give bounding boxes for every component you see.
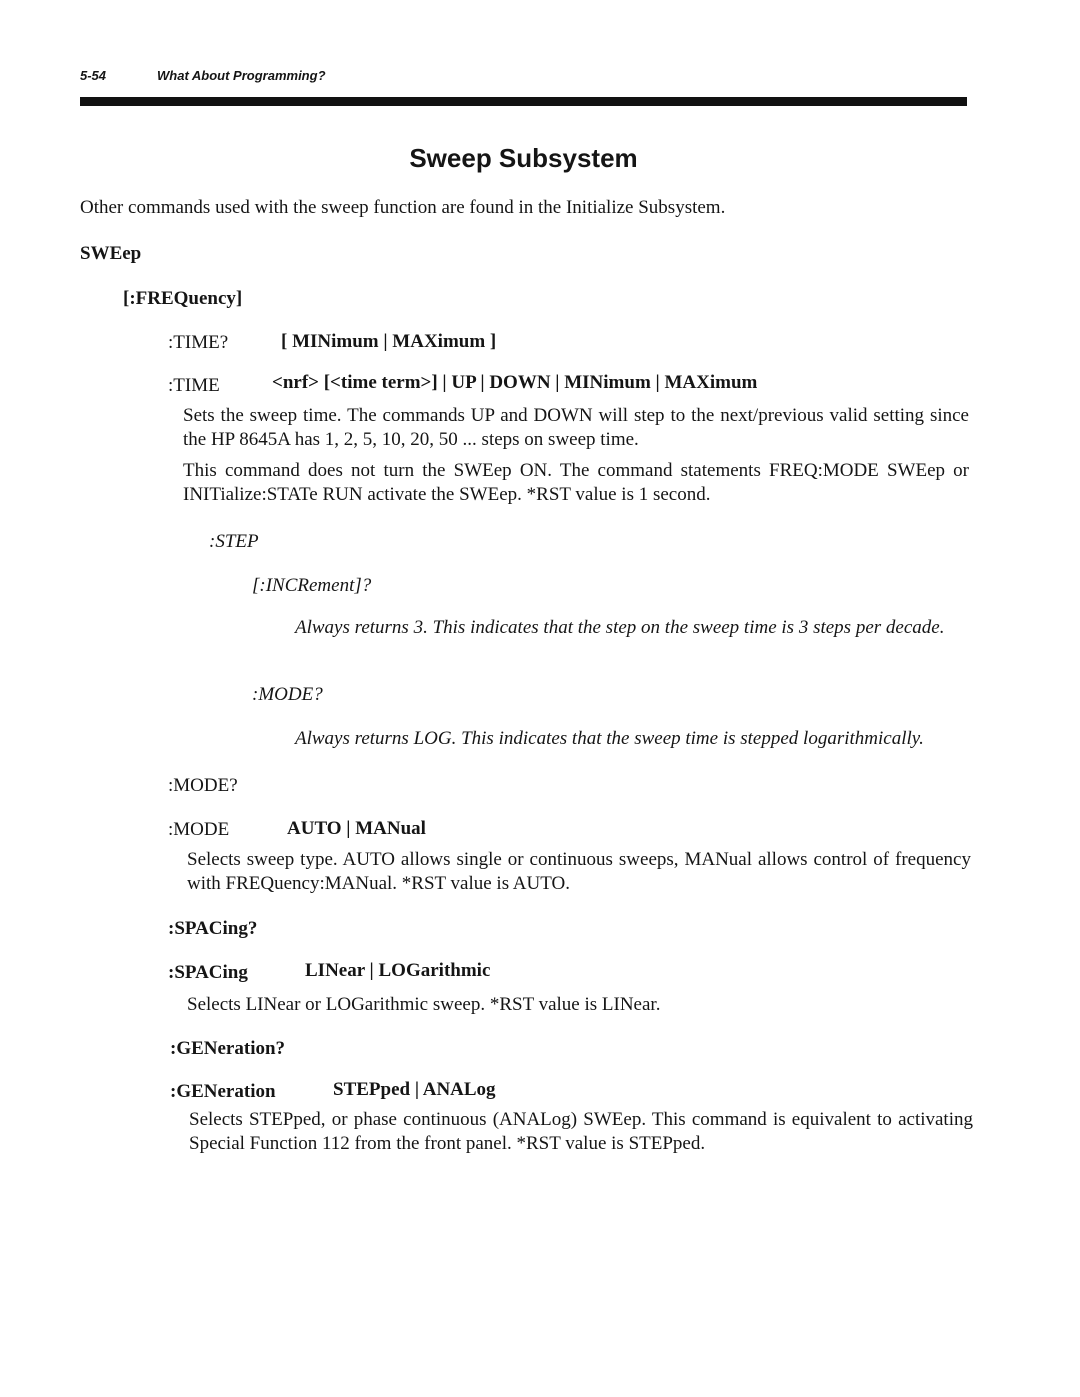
page-title: Sweep Subsystem (409, 143, 638, 173)
generation-description: Selects STEPped, or phase continuous (ANALog) SWEep. This command is equivalent to activating Special Function 112 from the front panel. *RST value is STEPped. (189, 1109, 973, 1154)
cmd-sweep-root: SWEep (80, 243, 142, 264)
mode-description: Selects sweep type. AUTO allows single or continuous sweeps, MANual allows control of frequency with FREQuency:MANual. *RST value is AUTO. (187, 849, 971, 894)
intro-text: Other commands used with the sweep function are found in the Initialize Subsystem. (80, 197, 726, 218)
cmd-step: :STEP (209, 531, 259, 552)
cmd-spacing-query: :SPACing? (168, 918, 258, 939)
cmd-mode-args: AUTO | MANual (287, 818, 426, 839)
cmd-generation-args: STEPped | ANALog (333, 1079, 496, 1100)
cmd-mode-query: :MODE? (168, 775, 238, 796)
time-description-1: Sets the sweep time. The commands UP and DOWN will step to the next/previous valid setting since the HP 8645A has 1, 2, 5, 10, 20, 50 ... steps on sweep time. (183, 405, 969, 450)
cmd-generation: :GENeration (170, 1081, 276, 1102)
cmd-generation-query: :GENeration? (170, 1038, 286, 1059)
cmd-step-increment: [:INCRement]? (252, 575, 372, 596)
cmd-time-args: <nrf> [<time term>] | UP | DOWN | MINimum | MAXimum (272, 372, 758, 393)
cmd-spacing-args: LINear | LOGarithmic (305, 960, 491, 981)
time-description-2: This command does not turn the SWEep ON. The command statements FREQ:MODE SWEep or INITialize:STATe RUN activate the SWEep. *RST value is 1 second. (183, 460, 969, 505)
spacing-description: Selects LINear or LOGarithmic sweep. *RST value is LINear. (187, 994, 661, 1015)
section-title: What About Programming? (157, 68, 326, 83)
page-number: 5-54 (80, 68, 107, 83)
cmd-spacing: :SPACing (168, 962, 248, 983)
cmd-time-query-args: [ MINimum | MAXimum ] (281, 331, 497, 352)
cmd-mode: :MODE (168, 819, 230, 840)
cmd-step-mode: :MODE? (252, 684, 323, 705)
step-mode-description: Always returns LOG. This indicates that the sweep time is stepped logarithmically. (295, 728, 924, 749)
cmd-time-query: :TIME? (168, 332, 229, 353)
step-increment-description: Always returns 3. This indicates that the step on the sweep time is 3 steps per decade. (295, 617, 945, 638)
header-rule (80, 97, 967, 106)
cmd-frequency: [:FREQuency] (123, 288, 243, 309)
cmd-time: :TIME (168, 375, 220, 396)
